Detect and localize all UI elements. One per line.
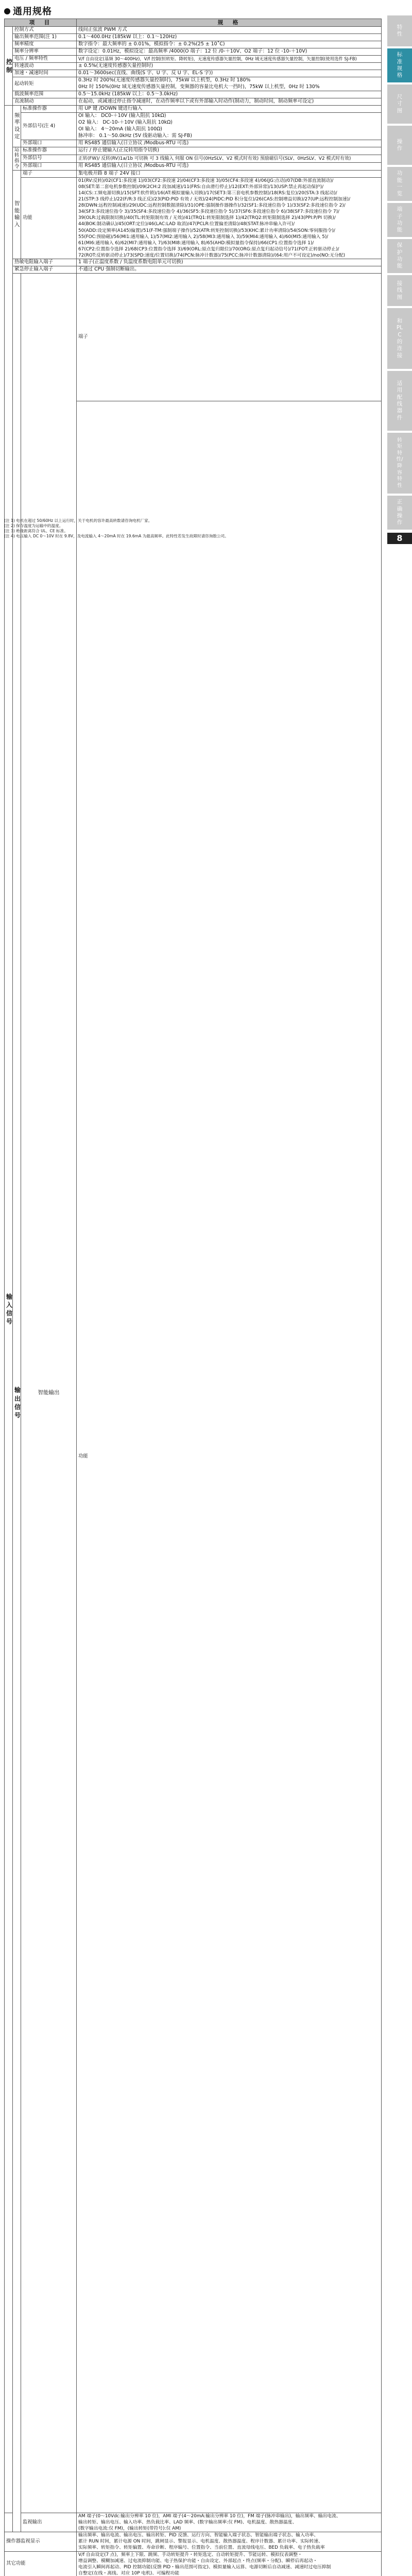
row-value: 0.01～3600sec(直线、曲线(S 字、U 字、反 U 字、EL-S 字))	[77, 70, 382, 77]
tab-label: 和PLC的连接	[396, 317, 403, 359]
row-label: 频率精度	[13, 41, 77, 48]
row-value: 在起动，或减速过停止指令减速时，在动作频率以下或有外部输入时动作(制动力，制动时间，制动频率可设定)	[77, 98, 382, 106]
row-value: 输出频率、输出电流、输出电压、输出转矩、PID 反馈、运行方向、智能输入端子状态、智能输出端子状态、输入功率、 累计 RUN 时间，累计电源 ON 时间，跳闸显示、警报显示、电机温度、散热器温度、程序计数器、累计功率、实际转速、 实际频率、转矩指令、转矩偏置、寿命诊断、程序编号、位置指令、当前位置、直流母线电压、BED 负载率、电子热负载率	[77, 2532, 382, 2551]
row-label: 功能	[77, 401, 382, 2513]
row-value: 01(RV:反转)/02(CF1:多段速 1)/03(CF2:多段速 2)/04(CF3:多段速 3)/05(CF4:多段速 4)/06(JG:点动)/07(DB:外部直流制动)/ 08(SET:第二套电机参数控制)/09(2CH:2 段加减速)/11(FRS:自由滑行停止)/12(EXT:外部异常)/13(USP:禁止再起动保护)/ 14(CS:工频电源切换)/15(SFT:软件锁)/16(AT:模拟量输入切换)/17(SET3:第三套电机参数控制)/18(RS:复位)/20(STA:3 线起动)/ 21(STP:3 线停止)/22(F/R:3 线正反)/23(PID:PID 有效 / 无效)/24(PIDC:PID 积分复位)/26(CAS:控制增益切换)/27(UP:远程控制加速)/ 28(DWN:远程控制减速)/29(UDC:远程控制数据清除)/31(OPE:强制操作器操作)/32(SF1:多段速位指令 1)/33(SF2:多段速位指令 2)/ 34(SF3:多段速位指令 3)/35(SF4:多段速位指令 4)/36(SF5:多段速位指令 5)/37(SF6:多段速位指令 6)/38(SF7:多段速位指令 7)/ 39(OLR:过载限制切换)/40(TL:转矩限制有效 / 无效)/41(TRQ1:转矩限制选择 1)/42(TRQ2:转矩限制选择 2)/43(PPI:P/PI 切换)/ 44(BOK:制动确认)/45(ORT:定位)/46(LAC:LAD 取消)/47(PCLR:位置偏差清除)/48(STAT:脉冲串输入许可)/ 50(ADD:设定频率(A145)偏置)/51(F-TM:强制端子操作)/52(ATR:转矩控制切换)/53(KHC:累计功率清除)/54(SON:零伺服指令)/ 55(FOC:预励磁)/56(MI1:通用输入 1)/57(MI2:通用输入 2)/58(MI3:通用输入 3)/59(MI4:通用输入 4)/60(MI5:通用输入 5)/ 61(MI6:通用输入 6)/62(MI7:通用输入 7)/63(MI8:通用输入 8)/65(AHD:模拟量指令保持)/66(CP1:位置指令选择 1)/ 67(CP2:位置指令选择 2)/68(CP3:位置指令选择 3)/69(ORL:原点复归限位)/70(ORG:原点复归起动信号)/71(FOT:正转驱动停止)/ 72(ROT:反转驱动停止)/73(SPD:速度/位置切换)/74(PCN:脉冲计数器)/75(PCC:脉冲计数器清除)/(64:用户不可设定)/no(NO:无分配)	[77, 177, 382, 259]
row-label: 输出频率范围(注 1)	[13, 34, 77, 41]
table-row	[5, 274, 382, 401]
row-value: V/f 自由设定(基频 30～400Hz)，V/f 控制(恒转矩、降转矩)，无速度传感器矢量控制，0Hz 域无速度传感器矢量控制，矢量控制(使用选件 SJ-FB)	[77, 56, 382, 63]
tab-features[interactable]	[387, 15, 412, 46]
subgroup-smart-in: 智能输入	[13, 170, 21, 259]
row-value: 用 UP 键 /DOWN 键进行输入	[77, 106, 382, 113]
tab-label: 适用配线器件	[397, 380, 403, 421]
table-row	[5, 147, 382, 155]
table-row	[5, 63, 382, 70]
row-label: 紧急停止输入端子	[13, 266, 77, 274]
table-row	[5, 48, 382, 56]
table-row	[5, 34, 382, 41]
tab-label: 尺寸图	[397, 93, 403, 114]
row-value: 用 RS485 通信输入(日立协议 /Modbus-RTU 可选)	[77, 140, 382, 147]
table-row	[5, 266, 382, 274]
header-item: 项 目	[5, 19, 77, 27]
row-label: 直流制动	[13, 98, 77, 106]
table-row	[5, 2551, 382, 2576]
row-value: 用 RS485 通信输入(日立协议 /Modbus-RTU 可选)	[77, 162, 382, 170]
tab-wiring-devices[interactable]	[387, 371, 412, 431]
row-value: OI 输入： DC0-＋10V (输入阻抗 10kΩ) O2 输入： DC-10-＋10V (输入阻抗 10kΩ) OI 输入： 4～20mA (输入阻抗 100Ω) 脉冲串： 0.1～50.0kHz (5V 线驱动输入：需 SJ-FB)	[77, 113, 382, 140]
subgroup-freq-set: 频率设定	[13, 106, 21, 147]
row-value: 正转(FW)/ 反转(RV)1a/1b 可切换 可 3 线输入 伺服 ON 信号(0HzSLV、V2 模式时有效) 预励磁信号(SLV、0HzSLV、V2 模式时有效)	[77, 155, 382, 162]
tab-terminal-functions[interactable]	[387, 203, 412, 237]
row-label: 频率分辨率	[13, 48, 77, 56]
row-label: 转速波动	[13, 63, 77, 70]
row-label: 外部端口	[21, 162, 77, 170]
row-value: 运行 / 停止键输入(正反转用指令切换)	[77, 147, 382, 155]
group-input: 输入信号	[5, 106, 13, 2513]
footnote: (注 4) 电压输入 DC 0～10V 时在 9.8V，及电流输入 4～20mA 时在 19.6mA 为最高频率。此特性若发生故障时请咨询数公司。	[4, 534, 229, 539]
tab-label: 接线图	[397, 280, 403, 300]
page-title	[4, 4, 52, 18]
table-row	[5, 41, 382, 48]
row-label: 控制方式	[13, 27, 77, 34]
table-row	[5, 2513, 382, 2532]
row-label: 操作器监视显示	[5, 2532, 77, 2551]
table-row	[5, 56, 382, 63]
table-row	[5, 259, 382, 266]
table-row	[5, 77, 382, 91]
table-row	[5, 106, 382, 113]
row-label: 其它功能	[5, 2551, 77, 2576]
tab-standard-specs[interactable]	[387, 48, 412, 82]
row-value: 0.1～400.0Hz (185kW 以上：0.1～120Hz)	[77, 34, 382, 41]
page-title-text: 通用规格	[13, 6, 52, 17]
tab-label: 标准规格	[397, 52, 403, 79]
table-row	[5, 155, 382, 162]
footnote: (注 1) 电机在超过 50/60Hz 以上运行时，关于电机的容许最高转数请咨询电机厂家。	[4, 518, 152, 523]
tab-dimensions[interactable]	[387, 84, 412, 124]
row-value: 1 端子(正温度系数 / 负温度系数电阻单元可切换)	[77, 259, 382, 266]
tab-protection[interactable]	[387, 239, 412, 273]
tab-plc-connection[interactable]	[387, 308, 412, 369]
row-label: 端子	[21, 170, 77, 177]
table-row	[5, 70, 382, 77]
row-value: 不通过 CPU 强制切断输出。	[77, 266, 382, 274]
row-value: V/f 自由设定(7 点)，频率上下限、跳频、手动转矩提升・转矩选定、自动转矩提升、节能运转、模拟仪表调整・ 增益调整、模糊加减速、过电流抑制功能、电子热保护功能・自由设定、外部起点・终点(频率・分配)、瞬停后再起动・ 电流引入瞬间再起动、PID 控制功能(反馈 PID・输出范围可指定)、模拟量输入运算、电源切断后自动减速、减速时过电压抑制 自整定(在线・离线、对应 10P 电机)、可编程功能	[77, 2551, 382, 2576]
row-label: 加速・减速时间	[13, 70, 77, 77]
footnotes	[4, 518, 380, 539]
row-label: 标准操作器	[21, 147, 77, 155]
table-row	[5, 170, 382, 177]
table-row	[5, 162, 382, 170]
tab-wiring[interactable]	[387, 275, 412, 306]
row-label: 载波频率范围	[13, 91, 77, 98]
row-label: 热敏电阻输入端子	[13, 259, 77, 266]
tab-operation[interactable]	[387, 126, 412, 165]
row-label: 端子	[77, 274, 382, 401]
table-row	[5, 98, 382, 106]
row-value: 数字设定：0.01Hz，模拟设定：最高频率 /4000(O 端子：12 位 /0-＋10V、O2 端子：12 位 -10-＋10V)	[77, 48, 382, 56]
table-row	[5, 27, 382, 34]
row-value: AM 端子(0～10Vdc:输出分辨率 10 位)，AMI 端子(4～20mA:输出分辨率 10 位)，FM 端子(脉冲串输出)，输出频率、输出电流、 输出转矩、输出电压、输入功率、热负载比率、LAD 频率、(数字输出频率:仅 FM)、电机温度、散热器温度、 (数字输出电流:仅 FM)，(输出转矩(带符号):仅 AM)	[77, 2513, 382, 2532]
row-value: 集电极开路 8 端子 24V 接口	[77, 170, 382, 177]
row-label: 监视输出	[21, 2513, 77, 2532]
table-row	[5, 140, 382, 147]
table-row	[5, 2532, 382, 2551]
tab-label: 端子功能	[397, 206, 403, 233]
header-spec: 规 格	[77, 19, 382, 27]
row-label: 电压 / 频率特性	[13, 56, 77, 63]
row-label: 起动转矩	[13, 77, 77, 91]
table-row	[5, 91, 382, 98]
footnote: (注 3) 绝缘距离符合 UL、CE 标准。	[4, 529, 68, 534]
tab-label: 特 性	[397, 24, 408, 37]
tab-label: 转矩特性/降容特性	[396, 437, 403, 488]
row-value: 0.5～15.0kHz (185kW 以上：0.5～3.0kHz)	[77, 91, 382, 98]
tab-torque-derating[interactable]	[387, 433, 412, 494]
bullet-icon	[4, 8, 10, 14]
row-label: 标准操作器	[21, 106, 77, 113]
table-row	[5, 177, 382, 259]
section-sidebar	[387, 15, 412, 526]
tab-label: 正确操作	[397, 499, 403, 526]
row-label: 外部信号	[21, 155, 77, 162]
subgroup-run-cmd: 运转指令	[13, 147, 21, 170]
table-header-row	[5, 19, 382, 27]
tab-function-list[interactable]	[387, 167, 412, 201]
row-value: 0.3Hz 时 200%(无速度传感器矢量控制时)，75kW 以上机型，0.3Hz 时 180% 0Hz 时 150%(0Hz 域无速度传感器矢量控制，变频器的容量比电机大一挡时)，75kW 以上机型，0Hz 时 130%	[77, 77, 382, 91]
footnote: (注 2) 保存温度为运输中的温度。	[4, 523, 63, 529]
tab-label: 功能一览	[397, 170, 403, 197]
row-label: 外部端口	[21, 140, 77, 147]
tab-label: 操 作	[397, 138, 408, 151]
tab-label: 保护功能	[397, 242, 403, 269]
subgroup-smart-out: 智能输出	[21, 274, 77, 2513]
row-label: 外部信号(注 4)	[21, 113, 77, 140]
row-value: ± 0.5%(无速度传感器矢量控制时)	[77, 63, 382, 70]
page-number: 8	[387, 533, 412, 544]
row-value: 数字指令：最大频率的 ± 0.01%，模拟指令：± 0.2%(25 ± 10˚C)	[77, 41, 382, 48]
spec-table	[4, 19, 382, 2576]
row-label: 功能	[21, 177, 77, 259]
tab-correct-operation[interactable]	[387, 496, 412, 530]
group-output: 输出信号	[13, 274, 21, 2532]
table-row	[5, 113, 382, 140]
row-value: 线间正弦波 PWM 方式	[77, 27, 382, 34]
group-control: 控制	[5, 27, 13, 106]
